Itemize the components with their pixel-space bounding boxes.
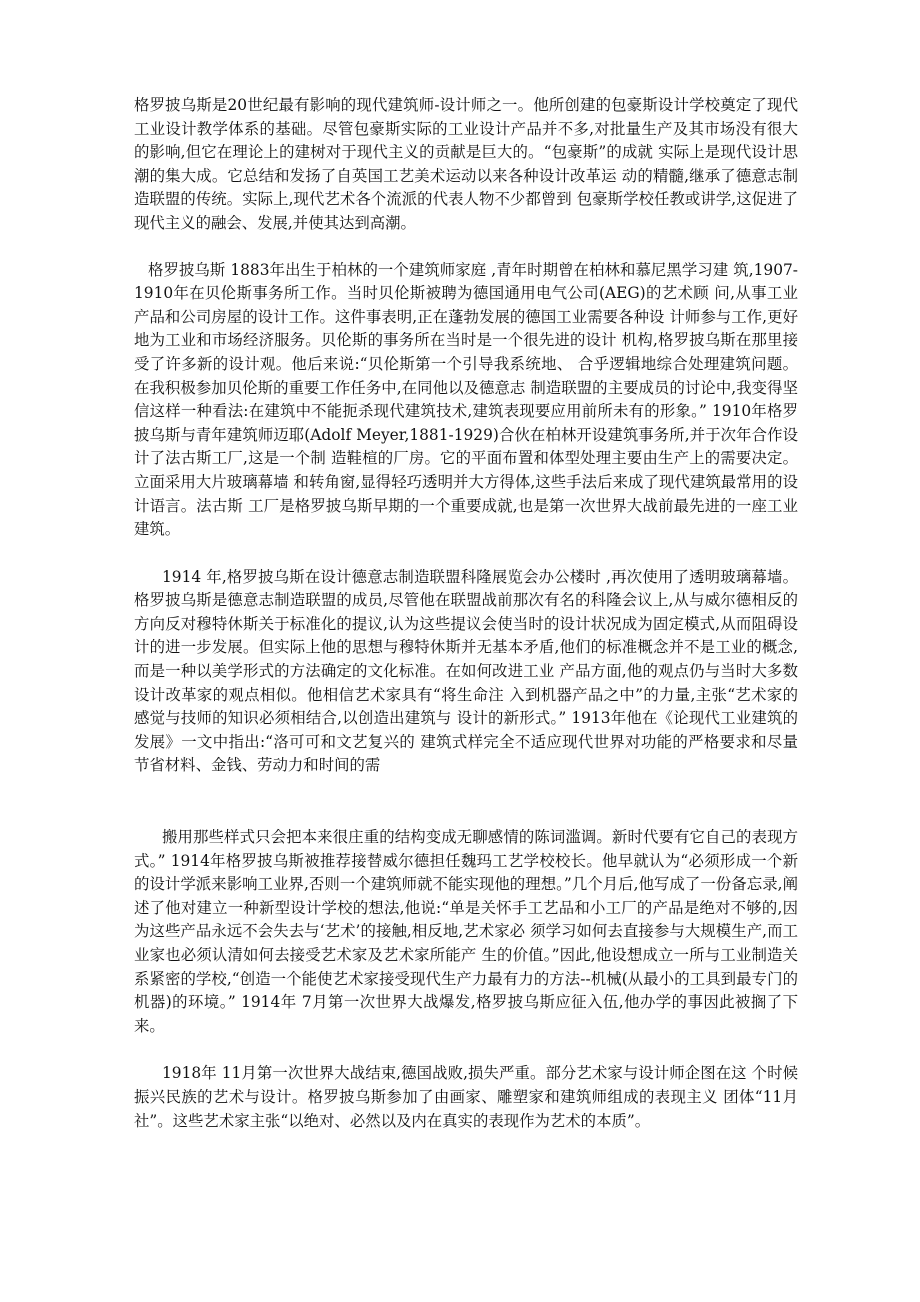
paragraph-november-group: 1918年 11月第一次世界大战结束,德国战败,损失严重。部分艺术家与设计师企图在这 个时候振兴民族的艺术与设计。格罗披乌斯参加了由画家、雕塑家和建筑师组成的表现主义 团体“11月社”。这些艺术家主张“以绝对、必然以及内在真实的表现作为艺术的本质”。 xyxy=(134,1064,798,1130)
paragraph-gropius-early-career: 格罗披乌斯 1883年出生于柏林的一个建筑师家庭 ,青年时期曾在柏林和慕尼黑学习建 筑,1907-1910年在贝伦斯事务所工作。当时贝伦斯被聘为德国通用电气公司(AEG)的艺术顾 问,从事工业产品和公司房屋的设计工作。这件事表明,正在蓬勃发展的德国工业需要各种设 计师参与工作,更好地为工业和市场经济服务。贝伦斯的事务所在当时是一个很先进的设计 机构,格罗披乌斯在那里接受了许多新的设计观。他后来说:“贝伦斯第一个引导我系统地、 合乎逻辑地综合处理建筑问题。在我积极参加贝伦斯的重要工作任务中,在同他以及德意志 制造联盟的主要成员的讨论中,我变得坚信这样一种看法:在建筑中不能扼杀现代建筑技术,建筑表现要应用前所未有的形象。” 1910年格罗披乌斯与青年建筑师迈耶(Adolf Meyer,1881-1929)合伙在柏林开设建筑事务所,并于次年合作设计了法古斯工厂,这是一个制 造鞋楦的厂房。它的平面布置和体型处理主要由生产上的需要决定。立面采用大片玻璃幕墙 和转角窗,显得轻巧透明并大方得体,这些手法后来成了现代建筑最常用的设计语言。法古斯 工厂是格罗披乌斯早期的一个重要成就,也是第一次世界大战前最先进的一座工业建筑。 xyxy=(134,260,798,539)
document-body xyxy=(134,94,798,1133)
paragraph-werkbund-1914: 1914 年,格罗披乌斯在设计德意志制造联盟科隆展览会办公楼时 ,再次使用了透明玻璃幕墙。格罗披乌斯是德意志制造联盟的成员,尽管他在联盟战前那次有名的科隆会议上,从与威尔德相反的方向反对穆特休斯关于标准化的提议,认为这些提议会使当时的设计状况成为固定模式,从而阻碍设计的进一步发展。但实际上他的思想与穆特休斯并无基本矛盾,他们的标准概念并不是工业的概念,而是一种以美学形式的方法确定的文化标准。在如何改进工业 产品方面,他的观点仍与当时大多数设计改革家的观点相似。他相信艺术家具有“将生命注 入到机器产品之中”的力量,主张“艺术家的感觉与技师的知识必须相结合,以创造出建筑与 设计的新形式。” 1913年他在《论现代工业建筑的发展》一文中指出:“洛可可和文艺复兴的 建筑式样完全不适应现代世界对功能的严格要求和尽量节省材料、金钱、劳动力和时间的需 xyxy=(134,567,798,775)
paragraph-weimar-school: 搬用那些样式只会把本来很庄重的结构变成无聊感情的陈词滥调。新时代要有它自己的表现方式。” 1914年格罗披乌斯被推荐接替威尔德担任魏玛工艺学校校长。他早就认为“必须形成一个新的设计学派来影响工业界,否则一个建筑师就不能实现他的理想。”几个月后,他写成了一份备忘录,阐述了他对建立一种新型设计学校的想法,他说:“单是关怀手工艺品和小工厂的产品是绝对不够的,因为这些产品永远不会失去与‘艺术’的接触,相反地,艺术家必 须学习如何去直接参与大规模生产,而工业家也必须认清如何去接受艺术家及艺术家所能产 生的价值。”因此,他设想成立一所与工业制造关系紧密的学校,“创造一个能使艺术家接受现代生产力最有力的方法--机械(从最小的工具到最专门的机器)的环境。” 1914年 7月第一次世界大战爆发,格罗披乌斯应征入伍,他办学的事因此被搁了下来。 xyxy=(134,828,798,1035)
paragraph-gropius-intro: 格罗披乌斯是20世纪最有影响的现代建筑师-设计师之一。他所创建的包豪斯设计学校奠定了现代工业设计教学体系的基础。尽管包豪斯实际的工业设计产品并不多,对批量生产及其市场没有很大的影响,但它在理论上的建树对于现代主义的贡献是巨大的。“包豪斯”的成就 实际上是现代设计思潮的集大成。它总结和发扬了自英国工艺美术运动以来各种设计改革运 动的精髓,继承了德意志制造联盟的传统。实际上,现代艺术各个流派的代表人物不少都曾到 包豪斯学校任教或讲学,这促进了现代主义的融会、发展,并使其达到高潮。 xyxy=(134,96,798,232)
